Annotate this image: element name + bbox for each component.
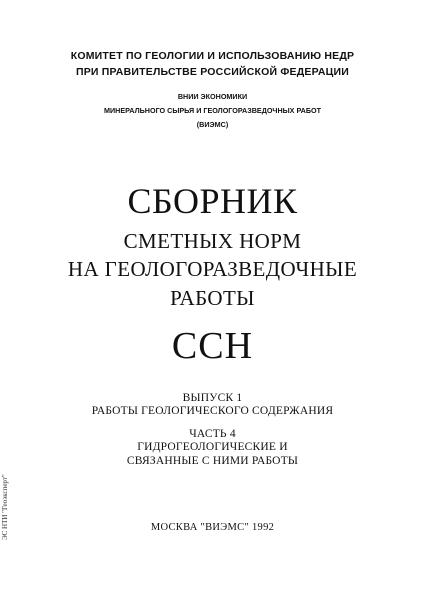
issue-name: РАБОТЫ ГЕОЛОГИЧЕСКОГО СОДЕРЖАНИЯ	[91, 405, 334, 417]
side-stamp: ЭС НТИ "Геоэксперт"	[1, 474, 9, 540]
title-line-4: РАБОТЫ	[170, 286, 255, 310]
part-name-line-1: ГИДРОГЕОЛОГИЧЕСКИЕ И	[137, 441, 288, 453]
imprint: МОСКВА "ВИЭМС" 1992	[150, 522, 275, 533]
title-line-2: СМЕТНЫХ НОРМ	[123, 229, 302, 253]
code-title: ССН	[171, 325, 254, 367]
institute-line-2: МИНЕРАЛЬНОГО СЫРЬЯ И ГЕОЛОГОРАЗВЕДОЧНЫХ РАБОТ	[104, 106, 321, 115]
part-number: ЧАСТЬ 4	[189, 428, 236, 440]
collection-title: СБОРНИК	[127, 181, 298, 221]
institute-line-1: ВНИИ ЭКОНОМИКИ	[177, 92, 248, 101]
title-line-3: НА ГЕОЛОГОРАЗВЕДОЧНЫЕ	[67, 257, 358, 281]
committee-line-2: ПРИ ПРАВИТЕЛЬСТВЕ РОССИЙСКОЙ ФЕДЕРАЦИИ	[75, 66, 350, 78]
part-name-line-2: СВЯЗАННЫЕ С НИМИ РАБОТЫ	[126, 455, 299, 467]
issue-number: ВЫПУСК 1	[182, 392, 243, 404]
committee-line-1: КОМИТЕТ ПО ГЕОЛОГИИ И ИСПОЛЬЗОВАНИЮ НЕДР	[70, 50, 355, 62]
institute-line-3: (ВИЭМС)	[196, 120, 229, 129]
